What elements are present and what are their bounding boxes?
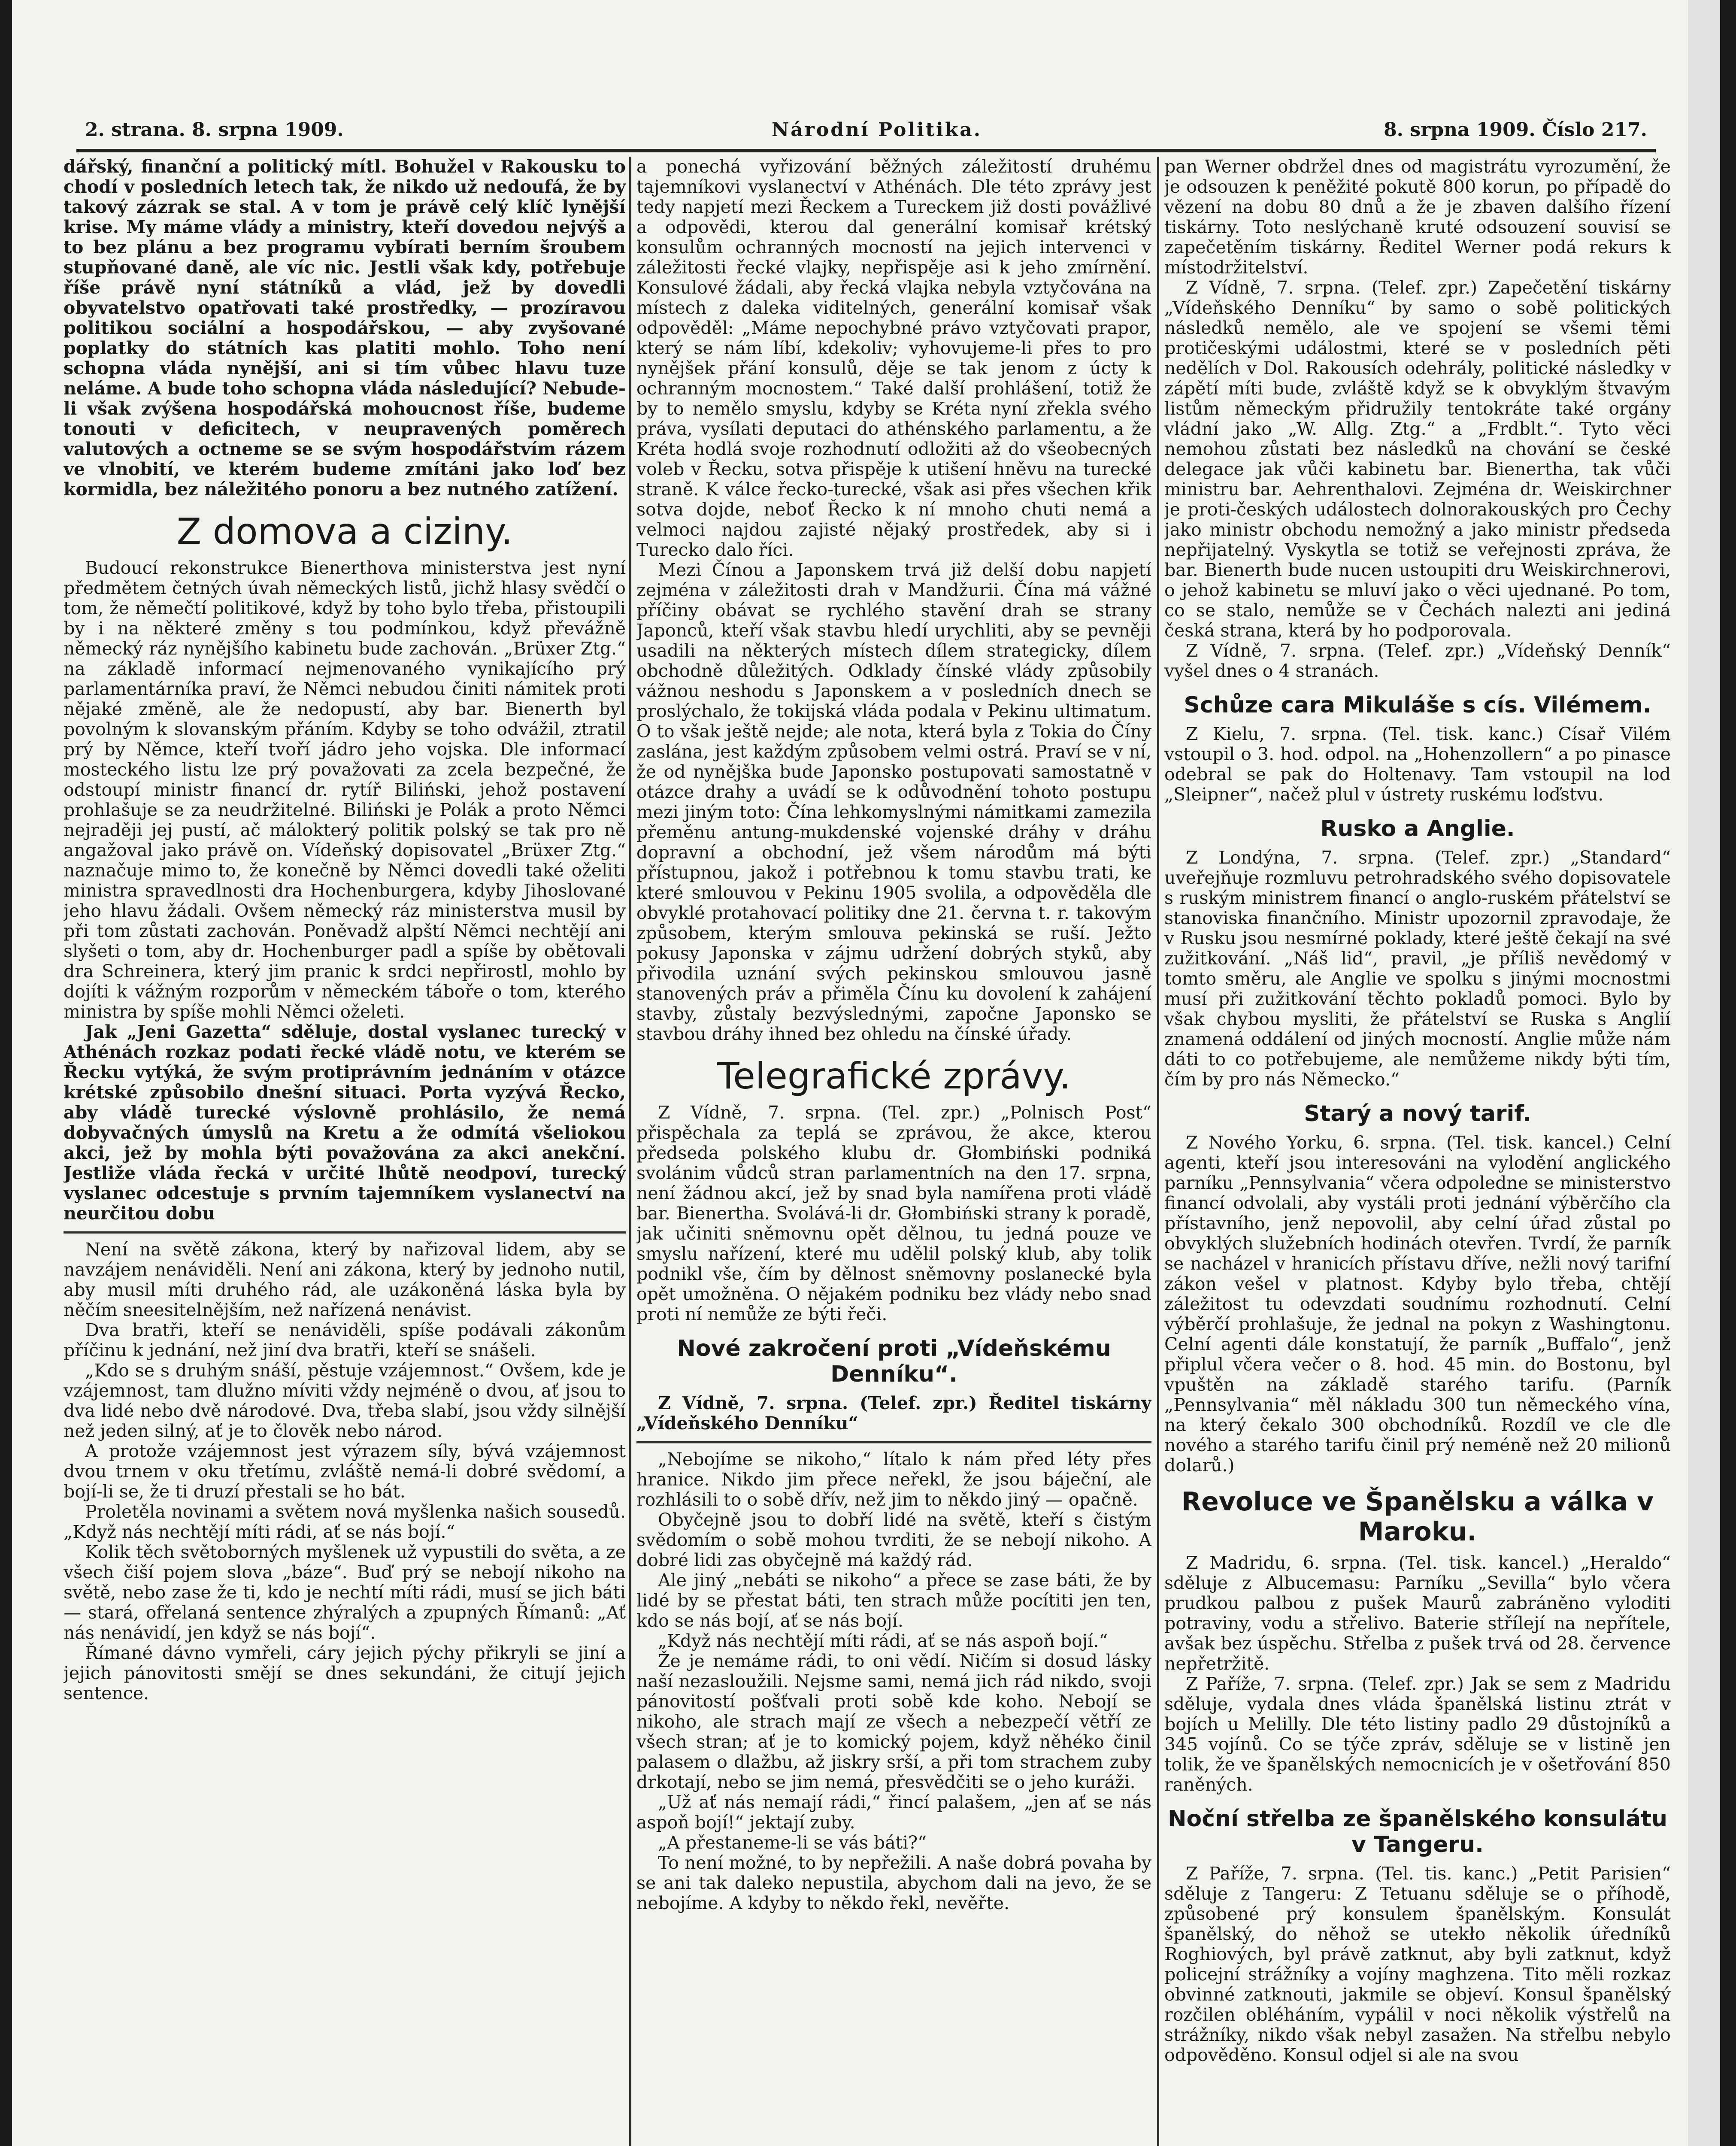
feuilleton-separator: [64, 1231, 626, 1234]
article-denniku-start: Z Vídně, 7. srpna. (Telef. zpr.) Ředitel tiskárny „Vídeňského Denníku“: [636, 1393, 1151, 1434]
feuilleton-paragraph-1: Není na světě zákona, který by nařizoval lidem, aby se navzájem nenáviděli. Není ani zákona, který by jednoho nutil, aby musil míti druhého rád, ale uzákoněná láska byla by něčím sneesitelnějším, než nařízená nenávist.: [64, 1239, 626, 1320]
feuilleton-paragraph-7: Římané dávno vymřeli, cáry jejich pýchy přikryli se jiní a jejich pánovitosti smějí se dnes sekundáni, že citují jejich sentence.: [64, 1643, 626, 1703]
feuilleton-separator-2: [636, 1441, 1151, 1443]
section-heading-telegraficke: Telegrafické zprávy.: [717, 1055, 1071, 1097]
feuilleton-paragraph-3: „Kdo se s druhým snáší, pěstuje vzájemnost.“ Ovšem, kde je vzájemnost, tam dlužno míviti vždy nejméně o dvou, ať jsou to dva lidé nebo dvě národové. Dva, třeba slabí, jsou vždy silnější než jeden silný, ať je to člověk nebo národ.: [64, 1360, 626, 1441]
heading-car-vilem: Schůze cara Mikuláše s cís. Vilémem.: [1184, 692, 1651, 718]
article-china-japan: Mezi Čínou a Japonskem trvá již delší dobu napjetí zejména v záležitosti drah v Mandžurii. Čína má vážné příčiny obávat se rychlého stavění drah se strany Japonců, kteří však stavbu hledí urychliti, aby se pevněji usadili na některých místech dílem strategicky, dílem obchodně důležitých. Odklady čínské vlády způsobily vážnou neshodu s Japonskem a v posledních dnech se proslýchalo, že tokijská vláda podala v Pekinu ultimatum. O to však ještě nejde; ale nota, která byla z Tokia do Číny zaslána, jest každým způsobem velmi ostrá. Praví se v ní, že od nynějška bude Japonsko postupovati samostatně v otázce drahy a uvádí se k odůvodnění tohoto postupu mezi jiným toto: Čína lehkomyslnými námitkami zamezila přeměnu antung-mukdenské vojenské dráhy v dráhu dopravní a obchodní, jež všem národům má býti přístupnou, jakož i potřebnou k tomu stavbu trati, ke které smlouvou v Pekinu 1905 svolila, a odpověděla dle obvyklé protahovací politiky dne 21. června t. r. takovým způsobem, kterým smlouva pekinská se ruší. Ježto pokusy Japonska v zájmu udržení dobrých styků, aby přivodila uznání svých pekinskou smlouvou jasně stanovených práv a přiměla Čínu ku dovolení k zahájení stavby, zůstaly bezvýslednými, započne Japonsko se stavbou dráhy ihned bez ohledu na čínské úřady.: [636, 560, 1151, 1044]
feuilleton-paragraph-2: Dva bratři, kteří se nenáviděli, spíše podávali zákonům příčinu k jednání, než jiní dva bratři, kteří se snášeli.: [64, 1320, 626, 1361]
header-masthead: Národní Politika.: [772, 119, 982, 141]
column-2: [636, 157, 1151, 2146]
section-heading-z-domova: Z domova a ciziny.: [176, 510, 513, 552]
article-bienerth: Budoucí rekonstrukce Bienerthova ministerstva jest nyní předmětem četných úvah německých listů, jichž hlasy svědčí o tom, že němečtí politikové, když by toho bylo třeba, přistoupili by i na některé změny s tou podmínkou, když převážně německý ráz nynějšího kabinetu bude zachován. „Brüxer Ztg.“ na základě informací nejmenovaného vynikajícího prý parlamentárníka praví, že Němci nebudou činiti námitek proti nějaké změně, ale že nedopustí, aby bar. Bienerth byl povolným k slovanským přáním. Kdyby se toho odvážil, ztratil prý by Němce, kteří tvoří jádro jeho vojska. Dle informací mosteckého listu lze prý považovati za zcela bezpečné, že odstoupí ministr financí dr. rytíř Biliński, jehož postavení prohlašuje se za neudržitelné. Biliński je Polák a proto Němci nejraději jej pustí, ač málokterý politik polský se tak pro ně angažoval jako právě on. Vídeňský dopisovatel „Brüxer Ztg.“ naznačuje mimo to, že konečně by Němci dovedli také oželiti ministra spravedlnosti dra Hochenburgera, kdyby Jihoslované jeho hlavu žádali. Ovšem německý ráz ministerstva musil by při tom zůstati zachován. Poněvadž alpští Němci nechtějí ani slyšeti o tom, aby dr. Hochenburger padl a spíše by obětovali dra Schreinera, který jim pranic k srdci nepřirostl, mohlo by dojíti k vážným rozporům v německém táboře o tom, kterého ministra by spíše mohli Němci oželeti.: [64, 558, 626, 1022]
feuilleton2-paragraph-4: „Když nás nechtějí míti rádi, ať se nás aspoň bojí.“: [658, 1631, 1108, 1651]
feuilleton2-paragraph-2: Obyčejně jsou to dobří lidé na světě, kteří s čistým svědomím o sobě mohou tvrditi, že se nebojí nikoho. A dobré lidi zas obyčejně má každý rád.: [636, 1509, 1151, 1570]
newspaper-page: [12, 0, 1720, 2146]
article-madrid: Z Madridu, 6. srpna. (Tel. tisk. kancel.) „Heraldo“ sděluje z Albucemasu: Parníku „Sevilla“ bylo včera prudkou palbou z pušek Maurů zabráněno vyloditi potraviny, vodu a střelivo. Baterie střílejí na nepřítele, avšak bez úspěchu. Střelba z pušek trvá od 28. července nepřetržitě.: [1164, 1552, 1671, 1674]
feuilleton-paragraph-4: A protože vzájemnost jest výrazem síly, bývá vzájemnost dvou trnem v oku třetímu, zvláště nemá-li dobré svědomí, a bojí-li se, že ti druzí přestali se ho bát.: [64, 1441, 626, 1502]
article-tanger: Z Paříže, 7. srpna. (Tel. tis. kanc.) „Petit Parisien“ sděluje z Tangeru: Z Tetuanu sděluje se o příhodě, způsobené prý konsulem španělským. Konsulát španělský, do něhož se utekło několik úředníků Roghiových, byl právě zatknut, aby byli zatknut, když policejní strážníky a vojíny maghzena. Tito měli rozkaz obvinné zatknouti, jakmile se objeví. Konsul španělský rozčilen obléháním, vypálil v noci několik výstřelů na strážníky, nikdo však nebyl zasažen. Na střelbu nebylo odpověděno. Konsul odjel si ale na svou: [1164, 1863, 1671, 2065]
article-standard: Z Londýna, 7. srpna. (Telef. zpr.) „Standard“ uveřejňuje rozmluvu petrohradského svého dopisovatele s ruským ministrem financí o anglo-ruském přátelství se stanoviska finančního. Ministr upozornil zpravodaje, že v Rusku jsou nesmírné poklady, které ještě čekají na své zužitkování. „Náš lid“, pravil, „je příliš nevědomý v tomto směru, ale Anglie ve spolku s jinými mocnostmi musí při zužitkování těchto pokladů pomoci. Bylo by však chybou mysliti, že přátelství se Ruska s Anglií znamená oddálení od jiných mocností. Anglie může nám dáti to co potřebujeme, ale nemůžeme nikdy býti tím, čím by pro nás Německo.“: [1164, 847, 1671, 1090]
article-tiskarna-sealed: Z Vídně, 7. srpna. (Telef. zpr.) Zapečetění tiskárny „Vídeňského Denníku“ by samo o sobě politických následků nemělo, ale ve spojení se všemi těmi protičeskými událostmi, které se v posledních pěti nedělích v Dol. Rakousích odehrály, politické následky v zápětí míti bude, zvláště když se k obvyklým štvavým listům německým přidružily tentokráte také orgány vládní jako „W. Allg. Ztg.“ a „Frdblt.“. Tyto věci nemohou zůstati bez následků na chování se české delegace jak vůči kabinetu bar. Bienertha, tak vůči ministru bar. Aehrenthalovi. Zejména dr. Weiskirchner je proti-českých událostech dolnorakouských pro Čechy jako ministr obchodu nemožný a jako ministr předseda nepřijatelný. Vyskytla se totiž se veřejnosti zpráva, že bar. Bienerth bude nucen ustoupiti dru Weiskirchnerovi, o jehož kabinetu se mluví jako o věci ujednané. Po tom, co se stalo, nemůže se v Čechách nalezti ani jediná česká strana, která by ho podporovala.: [1164, 277, 1671, 641]
article-polnisch-post: Z Vídně, 7. srpna. (Tel. zpr.) „Polnisch Post“ přispěchala za teplá se zprávou, že akce, kterou předseda polského klubu dr. Głombiński podniká svolánim vůdců stran parlamentních na den 17. srpna, není žádnou akcí, jež by snad byla namířena proti vládě bar. Bienertha. Svolává-li dr. Głombiński strany k poradě, jak učiniti sněmovnu opět dělnou, tu jedná pouze ve smyslu nařízení, které mu udělil polský klub, aby tolik podnikl vše, čím by dělnost sněmovny poslanecké byla opět umožněna. O nějakém podniku bez vlády nebo snad proti ní nemůže ze býti řeči.: [636, 1102, 1151, 1325]
article-jeni-gazetta: Jak „Jeni Gazetta“ sděluje, dostal vyslanec turecký v Athénách rozkaz podati řecké vládě notu, ve kterém se Řecku vytýká, že svým protiprávním jednáním v otázce krétské způsobilo dnešní situaci. Porta vyzývá Řecko, aby vládě turecké výslovně prohlásilo, že nemá dobyvačných úmyslů na Kretu a že odmítá všeliokou akci, jež by mohla býti považována za akci anekční. Jestliže vláda řecká v určité lhůtě neodpoví, turecký vyslanec odcestuje s prvním tajemníkem vyslanectví na neurčitou dobu: [64, 1021, 626, 1224]
column-1: [64, 157, 626, 2146]
article-paris-losses: Z Paříže, 7. srpna. (Telef. zpr.) Jak se sem z Madridu sděluje, vydala dnes vláda španělská listinu ztrát v bojích u Melilly. Dle této listiny padlo 29 důstojníků a 345 vojínů. Co se týče zpráv, sděluje se v listině jen tolik, že ve španělských nemocnicích je v ošetřování 850 raněných.: [1164, 1673, 1671, 1795]
feuilleton2-paragraph-3: Ale jiný „nebáti se nikoho“ a přece se zase báti, že by lidé by se přestat báti, ten strach může pocítiti jen ten, kdo se nás bojí, ať se nás bojí.: [636, 1570, 1151, 1631]
feuilleton2-paragraph-6: „Už ať nás nemají rádi,“ řincí palašem, „jen ať se nás aspoň bojí!“ jektají zuby.: [636, 1792, 1151, 1833]
feuilleton2-paragraph-8: To není možné, to by nepřežili. A naše dobrá povaha by se ani tak daleko nepustila, abychom dali na jevo, že se nebojíme. A kdyby to někdo řekl, nevěřte.: [636, 1852, 1151, 1913]
feuilleton2-paragraph-5: Že je nemáme rádi, to oni vědí. Ničím si dosud lásky naší nezasloužili. Nejsme sami, nemá jich rád nikdo, svoji pánovitostí pošťvali proti sobě kde koho. Nebojí se nikoho, ale strach mají ze všech a nebezpečí větří ze všech stran; ať je to komický pojem, když něhéko činil palasem o dlažbu, až jiskry srší, a při tom strachem zuby drkotají, nebo se jim nemá, přesvědčiti se o jeho kuráži.: [636, 1651, 1151, 1792]
header-right: 8. srpna 1909. Číslo 217.: [1384, 119, 1647, 141]
article-denik-4-pages: Z Vídně, 7. srpna. (Telef. zpr.) „Vídeňský Denník“ vyšel dnes o 4 stranách.: [1164, 640, 1671, 681]
heading-revoluce: Revoluce ve Španělsku a válka v Maroku.: [1181, 1487, 1654, 1547]
heading-rusko-anglie: Rusko a Anglie.: [1320, 816, 1515, 842]
feuilleton-paragraph-5: Proletěla novinami a světem nová myšlenka našich sousedů. „Když nás nechtějí míti rádi, ať se nás bojí.“: [64, 1501, 626, 1542]
article-kiel: Z Kielu, 7. srpna. (Tel. tisk. kanc.) Císař Vilém vstoupil o 3. hod. odpol. na „Hohenzollern“ a po pinasce odebral se pak do Holtenavy. Tam vstoupil na lod „Sleipner“, načež plul v ústrety ruskému loďstvu.: [1164, 724, 1671, 805]
column-rule-2: [1157, 157, 1159, 2146]
heading-videnskemu-denniku: Nové zakročení proti „Vídeňskému Denníku“.: [677, 1336, 1111, 1387]
feuilleton-paragraph-6: Kolik těch světoborných myšlenek už vypustili do světa, a ze všech čiší pojem slova „báze“. Buď prý se nebojí nikoho na světě, nebo zase že ti, kdo je nechtí míti rádi, musí se jich báti — stará, ofřelaná sentence zhýralých a zpupných Římanů: „Ať nás nenávidí, jen když se nás bojí“.: [64, 1542, 626, 1643]
article-continuation: dářský, finanční a politický mítl. Bohužel v Rakousku to chodí v posledních letech tak, že nikdo už nedoufá, že by takový zázrak se stal. A v tom je právě celý klíč lynější krise. My máme vlády a ministry, kteří dovedou nejvýš a to bez plánu a bez programu vybírati berním šroubem stupňované daně, ale víc nic. Jestli však kdy, potřebuje říše právě nyní státníků a vlád, jež by dovedli obyvatelstvo opatřovati také prostředky, — prozíravou politikou sociální a hospodářskou, — aby zvyšované poplatky do státních kas platiti mohlo. Toho není schopna vláda nynější, ani si tím vůbec hlavu tuze neláme. A bude toho schopna vláda následující? Nebude-li však zvýšena hospodářská mohoucnost říše, budeme tonouti v deficitech, v neupravených poměrech valutových a octneme se se svým hospodářstvím rázem ve vlnobití, ve kterém budeme zmítáni jako loď bez kormidla, bez náležitého ponoru a bez nutného zatížení.: [64, 157, 626, 500]
feuilleton2-paragraph-1: „Nebojíme se nikoho,“ lítalo k nám před léty přes hranice. Nikdo jim přece neřekl, že jsou báječní, ale rozhlásili to o sobě dřív, než jim to někdo jiný — opačně.: [636, 1449, 1151, 1510]
feuilleton2-paragraph-7: „A přestaneme-li se vás báti?“: [658, 1832, 927, 1853]
column-rule-1: [629, 157, 631, 2146]
page-header: [76, 109, 1656, 152]
article-new-york: Z Nového Yorku, 6. srpna. (Tel. tisk. kancel.) Celní agenti, kteří jsou interesováni na vylodění anglického parníku „Pennsylvania“ včera odpoledne se ministerstvo financí odvolali, aby vystáli proti jednání výběrčího cla přístavního, jenž nepovolil, aby celní úřad zůstal po obvyklých služebních hodinách otevřen. Tvrdí, že parník se nacházel v hranicích přístavu dříve, nežli nový tarifní zákon vešel v platnost. Kdyby bylo třeba, chtějí záležitost tu odevzdati soudnímu rozhodnutí. Celní výběrčí prohlašuje, že jednal na pokyn z Washingtonu. Celní agenti dále konstatují, že parník „Buffalo“, jenž připlul včera večer o 8. hod. 45 min. do Bostonu, byl vpuštěn na základě starého tarifu. (Parník „Pennsylvania“ měl nákladu 300 tun německého vína, na který čekalo 300 obchodníků. Rozdíl ve cle dle nového a starého tarifu činil prý neméně než 20 milionů dolarů.): [1164, 1132, 1671, 1476]
heading-tarif: Starý a nový tarif.: [1304, 1101, 1531, 1127]
heading-nocni-strelba: Noční střelba ze španělského konsulátu v Tangeru.: [1168, 1806, 1667, 1858]
article-werner-fine: pan Werner obdržel dnes od magistrátu vyrozumění, že je odsouzen k peněžité pokutě 800 korun, po případě do vězení na dobu 80 dnů a že je zbaven dalšího řízení tiskárny. Toto neslýchaně kruté odsouzení souvisí se zapečetěním tiskárny. Ředitel Werner podá rekurs k místodržitelství.: [1164, 157, 1671, 278]
page-edge-shadow: [1688, 0, 1720, 2146]
article-crete: a ponechá vyřizování běžných záležitostí druhému tajemníkovi vyslanectví v Athénách. Dle této zprávy jest tedy napjetí mezi Řeckem a Tureckem již dosti povážlivé a odpovědi, kterou dal generální komisař krétský konsulům ochranných mocností na jejich intervenci v záležitosti řecké vlajky, nepřispěje asi k jeho zmírnění. Konsulové žádali, aby řecká vlajka nebyla vztyčována na místech z daleka viditelných, generální komisař však odpověděl: „Máme nepochybné právo vztyčovati prapor, který se nám líbí, kdekoliv; vyhovujeme-li přes to pro nynějšek přání konsulů, děje se tak jenom z úcty k ochranným mocnostem.“ Také další prohlášení, totiž že by to nemělo smyslu, kdyby se Kréta nyní zřekla svého práva, vysílati deputaci do athénského parlamentu, a že Kréta hodlá svoje rozhodnutí odložiti až do všeobecných voleb v Řecku, sotva přispěje k utišení hněvu na turecké straně. K válce řecko-turecké, však asi přes všechen křik sotva dojde, neboť Řecko k ní mnoho chuti nemá a velmoci najdou zajisté nějaký prostředek, aby si i Turecko dalo říci.: [636, 157, 1151, 560]
column-3: [1164, 157, 1671, 2146]
header-left: 2. strana. 8. srpna 1909.: [85, 119, 344, 141]
